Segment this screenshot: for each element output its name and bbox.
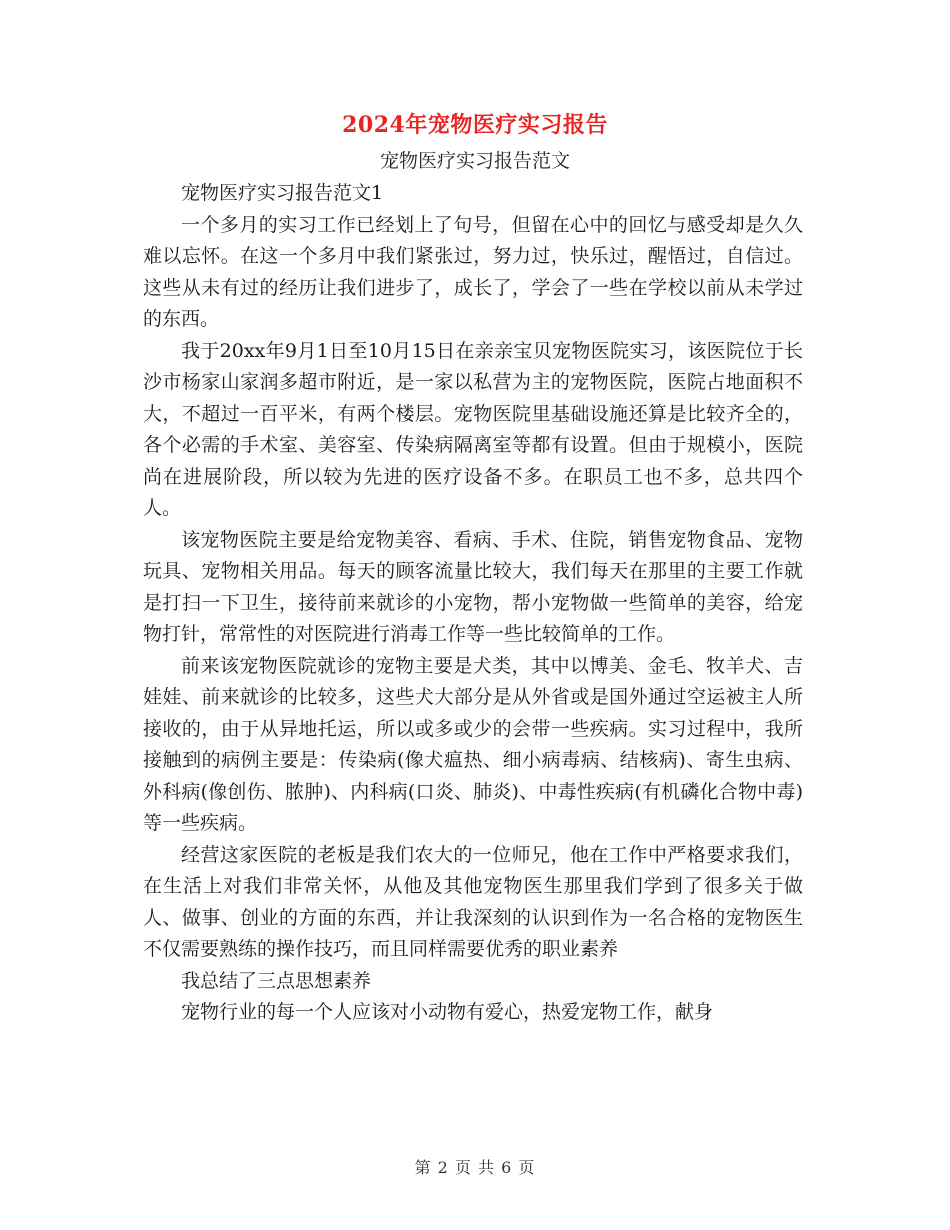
paragraph: 我于20xx年9月1日至10月15日在亲亲宝贝宠物医院实习，该医院位于长沙市杨家山家润多超市附近，是一家以私营为主的宠物医院，医院占地面积不大，不超过一百平米，有两个楼层。宠物医院里基础设施还算是比较齐全的，各个必需的手术室、美容室、传染病隔离室等都有设置。但由于规模小，医院尚在进展阶段，所以较为先进的医疗设备不多。在职员工也不多，总共四个人。: [143, 339, 803, 519]
paragraph: 一个多月的实习工作已经划上了句号，但留在心中的回忆与感受却是久久难以忘怀。在这一个多月中我们紧张过，努力过，快乐过，醒悟过，自信过。这些从未有过的经历让我们进步了，成长了，学会了一些在学校以前从未学过的东西。: [143, 213, 803, 330]
section-heading: 宠物医疗实习报告范文1: [181, 182, 384, 204]
paragraph: 我总结了三点思想素养: [181, 969, 372, 992]
paragraph: 前来该宠物医院就诊的宠物主要是犬类，其中以博美、金毛、牧羊犬、吉娃娃、前来就诊的比较多，这些犬大部分是从外省或是国外通过空运被主人所接收的，由于从异地托运，所以或多或少的会带一些疾病。实习过程中，我所接触到的病例主要是：传染病(像犬瘟热、细小病毒病、结核病)、寄生虫病、外科病(像创伤、脓肿)、内科病(口炎、肺炎)、中毒性疾病(有机磷化合物中毒)等一些疾病。: [143, 654, 803, 834]
document-body: [143, 178, 803, 1029]
paragraph: 宠物行业的每一个人应该对小动物有爱心，热爱宠物工作，献身: [181, 1001, 714, 1023]
page-number-footer: 第 2 页 共 6 页: [414, 1158, 536, 1177]
paragraph: 该宠物医院主要是给宠物美容、看病、手术、住院，销售宠物食品、宠物玩具、宠物相关用品。每天的顾客流量比较大，我们每天在那里的主要工作就是打扫一下卫生，接待前来就诊的小宠物，帮小宠物做一些简单的美容，给宠物打针，常常性的对医院进行消毒工作等一些比较简单的工作。: [143, 528, 803, 645]
paragraph: 经营这家医院的老板是我们农大的一位师兄，他在工作中严格要求我们，在生活上对我们非常关怀，从他及其他宠物医生那里我们学到了很多关于做人、做事、创业的方面的东西，并让我深刻的认识到作为一名合格的宠物医生不仅需要熟练的操作技巧，而且同样需要优秀的职业素养: [143, 843, 803, 960]
document-title: 2024年宠物医疗实习报告: [342, 112, 608, 138]
document-subtitle: 宠物医疗实习报告范文: [379, 150, 570, 172]
